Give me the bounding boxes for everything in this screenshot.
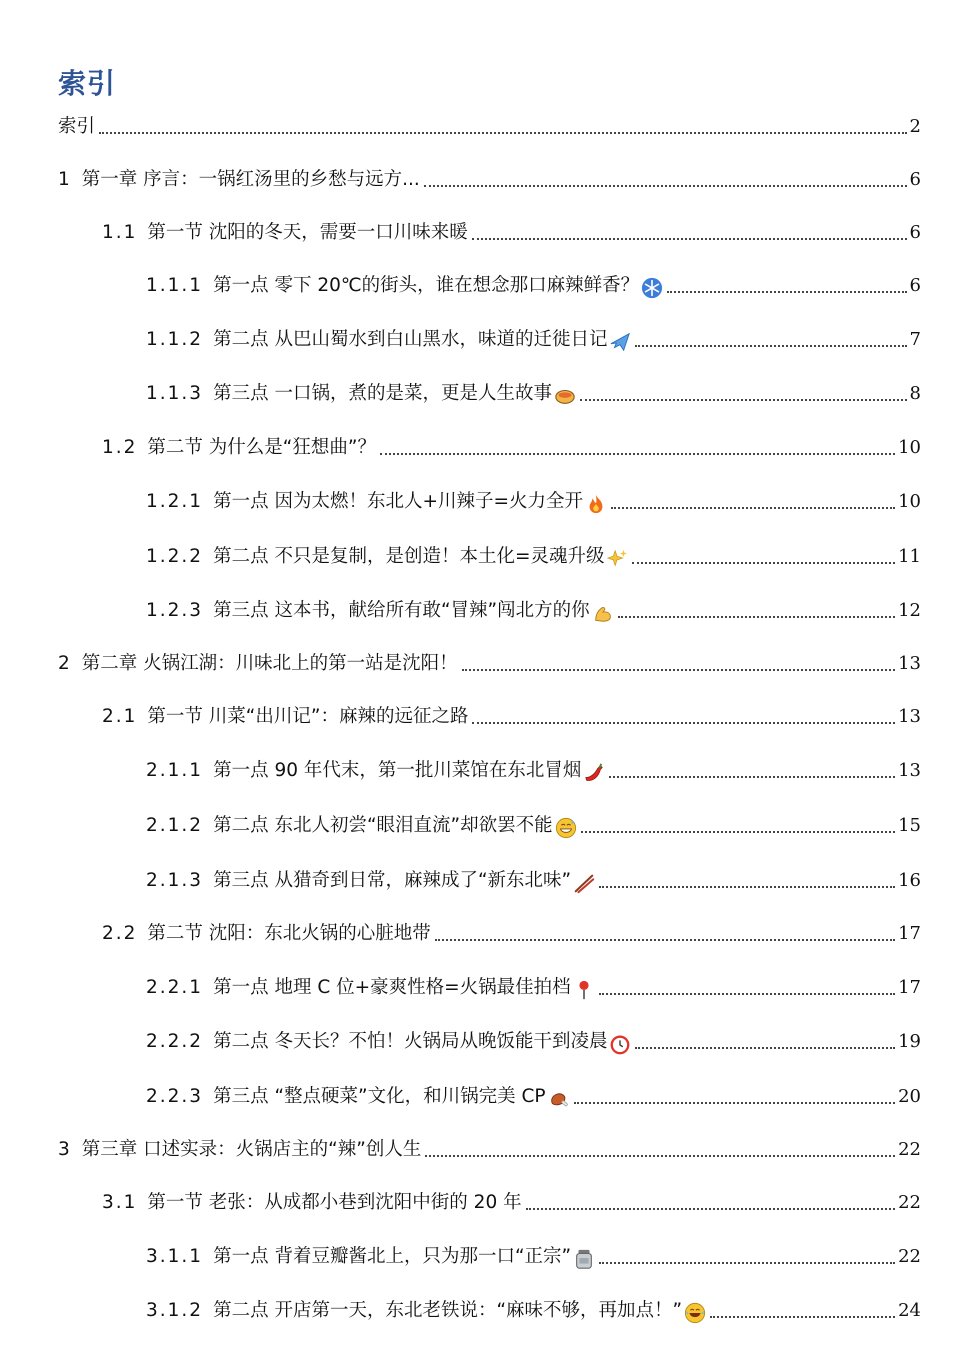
dot-leader (581, 831, 895, 833)
toc-entry-title: 第二章 火锅江湖：川味北上的第一站是沈阳！ (81, 653, 458, 674)
toc-entry-title: 第一点 地理 C 位+豪爽性格=火锅最佳拍档 (213, 977, 571, 998)
chili-pepper-icon (583, 762, 605, 784)
toc-entry-page-number: 6 (909, 222, 921, 243)
dot-leader (574, 1102, 896, 1104)
chopsticks-icon (573, 872, 595, 894)
toc-entry-number: 1.2.3 (146, 600, 204, 621)
toc-entry-number: 1.2 (102, 437, 138, 458)
toc-entry-title: 第二点 冬天长？不怕！火锅局从晚饭能干到凌晨 (213, 1031, 608, 1052)
toc-entry-page-number: 12 (898, 600, 921, 621)
toc-entry-page-number: 20 (898, 1086, 921, 1107)
dot-leader (425, 1155, 895, 1157)
alarm-clock-icon (609, 1033, 631, 1055)
toc-entry-title: 第一节 沈阳的冬天，需要一口川味来暖 (147, 222, 468, 243)
toc-entry-page-number: 10 (898, 437, 921, 458)
toc-entry-number: 1.1.1 (146, 275, 204, 296)
toc-entry-title: 第一点 背着豆瓣酱北上，只为那一口“正宗” (213, 1246, 572, 1267)
toc-entry-page-number: 15 (898, 815, 921, 836)
toc-entry-title: 第一章 序言：一锅红汤里的乡愁与远方... (81, 169, 420, 190)
dot-leader (526, 1208, 895, 1210)
toc-entry-page-number: 22 (898, 1139, 921, 1160)
toc-entry-page-number: 24 (898, 1300, 921, 1321)
toc-entry-page-number: 7 (909, 329, 921, 350)
toc-entry-title: 第一点 因为太燃！东北人+川辣子=火力全开 (213, 491, 583, 512)
toc-entry-number: 1.2.2 (146, 546, 204, 567)
snowflake-icon (641, 277, 663, 299)
toc-entry-title: 第二点 东北人初尝“眼泪直流”却欲罢不能 (213, 815, 553, 836)
toc-entry[interactable] (102, 431, 921, 461)
toc-entry[interactable] (58, 163, 921, 193)
toc-entry-title: 第二点 开店第一天，东北老铁说：“麻味不够，再加点！” (213, 1300, 683, 1321)
toc-entry-page-number: 13 (898, 653, 921, 674)
toc-entry-page-number: 2 (909, 116, 921, 137)
toc-entry-title: 第一点 零下 20℃的街头，谁在想念那口麻辣鲜香？ (213, 275, 640, 296)
toc-entry-number: 2.2 (102, 923, 138, 944)
toc-entry-page-number: 19 (898, 1031, 921, 1052)
toc-entry-number: 2.2.3 (146, 1086, 204, 1107)
toc-entry-number: 2.2.1 (146, 977, 204, 998)
toc-entry[interactable] (146, 323, 921, 353)
dot-leader (667, 291, 906, 293)
dot-leader (99, 132, 907, 134)
toc-entry-page-number: 10 (898, 491, 921, 512)
dot-leader (580, 399, 907, 401)
toc-entry-number: 1.1 (102, 222, 138, 243)
dot-leader (635, 1047, 895, 1049)
airplane-icon (609, 331, 631, 353)
toc-entry[interactable] (146, 1025, 921, 1055)
toc-entry[interactable] (146, 1240, 921, 1270)
toc-entry-title: 第二点 从巴山蜀水到白山黑水，味道的迁徙日记 (213, 329, 608, 350)
toc-entry[interactable] (58, 110, 921, 140)
toc-entry-number: 3.1 (102, 1192, 138, 1213)
laughing-tears-icon (684, 1302, 706, 1324)
toc-entry[interactable] (102, 700, 921, 730)
dot-leader (380, 453, 895, 455)
toc-entry[interactable] (146, 971, 921, 1001)
toc-entry[interactable] (146, 269, 921, 299)
dot-leader (609, 776, 895, 778)
toc-entry-page-number: 11 (898, 546, 921, 567)
fire-icon (585, 493, 607, 515)
dot-leader (635, 345, 906, 347)
dot-leader (435, 939, 895, 941)
toc-entry-number: 1.1.3 (146, 383, 204, 404)
toc-entry-title: 第二点 不只是复制，是创造！本土化=灵魂升级 (213, 546, 605, 567)
toc-entry-title: 第三点 一口锅，煮的是菜，更是人生故事 (213, 383, 552, 404)
toc-entry[interactable] (146, 864, 921, 894)
toc-entry-page-number: 17 (898, 977, 921, 998)
dot-leader (462, 669, 895, 671)
toc-entry-page-number: 13 (898, 760, 921, 781)
toc-entry-number: 2 (58, 653, 72, 674)
toc-entry[interactable] (58, 1133, 921, 1163)
toc-entry-number: 2.1.3 (146, 870, 204, 891)
toc-entry-number: 3.1.1 (146, 1246, 204, 1267)
dot-leader (472, 722, 895, 724)
toc-entry-page-number: 13 (898, 706, 921, 727)
pushpin-icon (573, 979, 595, 1001)
toc-entry[interactable] (102, 1186, 921, 1216)
toc-entry-page-number: 22 (898, 1246, 921, 1267)
toc-entry[interactable] (146, 540, 921, 570)
dot-leader (599, 993, 895, 995)
toc-heading: 索引 (58, 67, 117, 100)
toc-entry-title: 第一节 老张：从成都小巷到沈阳中街的 20 年 (147, 1192, 522, 1213)
toc-entry-page-number: 17 (898, 923, 921, 944)
sparkles-icon (606, 548, 628, 570)
toc-entry[interactable] (146, 594, 921, 624)
dot-leader (424, 185, 907, 187)
toc-entry[interactable] (102, 917, 921, 947)
toc-entry-number: 2.1.1 (146, 760, 204, 781)
dot-leader (599, 886, 895, 888)
toc-entry[interactable] (146, 809, 921, 839)
dot-leader (611, 507, 895, 509)
toc-entry-number: 1.1.2 (146, 329, 204, 350)
toc-entry-title: 第三章 口述实录：火锅店主的“辣”创人生 (81, 1139, 422, 1160)
toc-entry-number: 1.2.1 (146, 491, 204, 512)
toc-entry-title: 第一节 川菜“出川记”：麻辣的远征之路 (147, 706, 469, 727)
toc-entry[interactable] (146, 754, 921, 784)
toc-entry-title: 索引 (58, 116, 96, 137)
toc-entry-page-number: 8 (909, 383, 921, 404)
toc-entry-number: 2.2.2 (146, 1031, 204, 1052)
jar-icon (573, 1248, 595, 1270)
toc-entry-title: 第三点 “整点硬菜”文化，和川锅完美 CP (213, 1086, 546, 1107)
toc-entry-page-number: 6 (909, 275, 921, 296)
toc-entry[interactable] (146, 377, 921, 407)
dot-leader (710, 1316, 895, 1318)
grinning-sweat-icon (555, 817, 577, 839)
dot-leader (472, 238, 907, 240)
toc-entry[interactable] (146, 1080, 921, 1110)
toc-entry[interactable] (102, 216, 921, 246)
toc-entry-page-number: 16 (898, 870, 921, 891)
toc-entry-title: 第三点 从猎奇到日常，麻辣成了“新东北味” (213, 870, 572, 891)
toc-entry-title: 第二节 沈阳：东北火锅的心脏地带 (147, 923, 431, 944)
toc-entry-number: 2.1.2 (146, 815, 204, 836)
toc-entry-page-number: 6 (909, 169, 921, 190)
toc-entry[interactable] (146, 485, 921, 515)
dot-leader (618, 616, 895, 618)
flexed-biceps-icon (592, 602, 614, 624)
toc-entry-title: 第二节 为什么是“狂想曲”？ (147, 437, 376, 458)
meat-on-bone-icon (548, 1088, 570, 1110)
toc-entry-number: 2.1 (102, 706, 138, 727)
toc-entry-title: 第一点 90 年代末，第一批川菜馆在东北冒烟 (213, 760, 582, 781)
hotpot-icon (554, 385, 576, 407)
toc-entry-number: 1 (58, 169, 72, 190)
toc-entry[interactable] (58, 647, 921, 677)
toc-entry-title: 第三点 这本书，献给所有敢“冒辣”闯北方的你 (213, 600, 590, 621)
toc-entry[interactable] (146, 1294, 921, 1324)
toc-entry-number: 3 (58, 1139, 72, 1160)
toc-entry-number: 3.1.2 (146, 1300, 204, 1321)
dot-leader (599, 1262, 895, 1264)
toc-entry-page-number: 22 (898, 1192, 921, 1213)
dot-leader (632, 562, 895, 564)
